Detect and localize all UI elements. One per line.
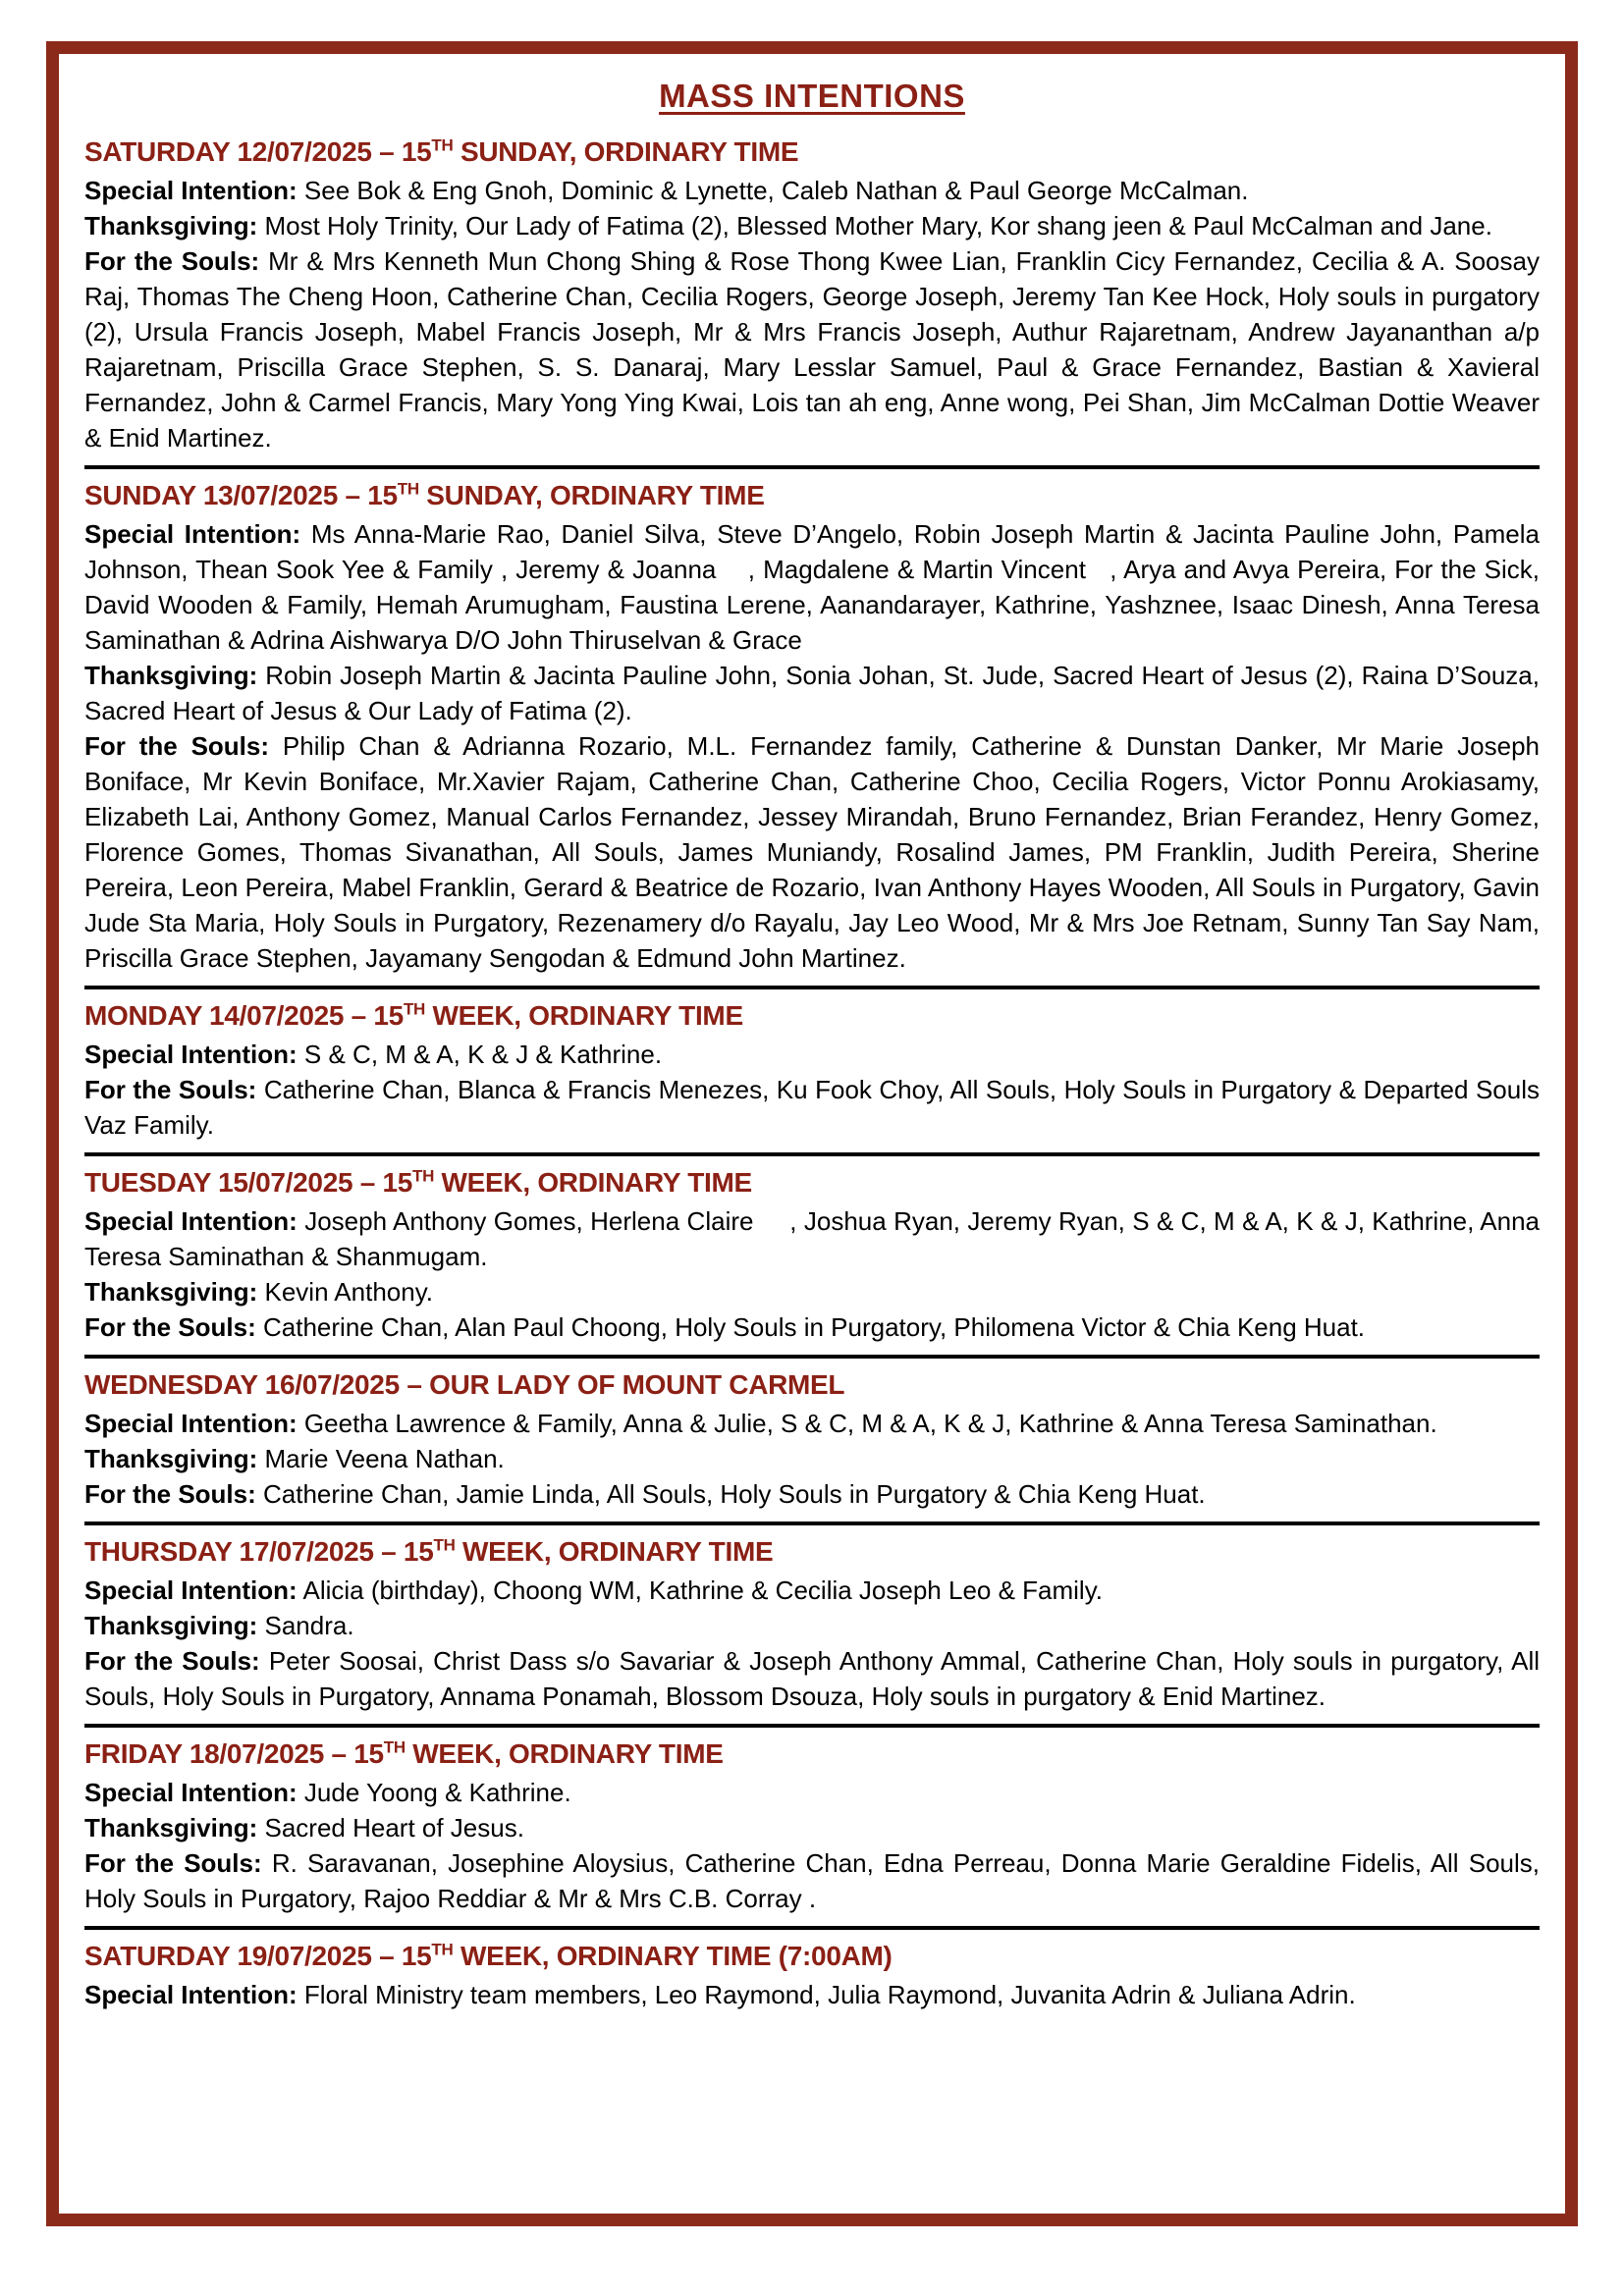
intention-label: Special Intention: <box>84 1980 298 2009</box>
page-title: MASS INTENTIONS <box>659 78 965 114</box>
intention-text: Catherine Chan, Blanca & Francis Menezes, Ku Fook Choy, All Souls, Holy Souls in Purgatory & Departed Souls Vaz Family. <box>84 1075 1540 1140</box>
intention-label: Thanksgiving: <box>84 661 258 690</box>
heading-text: FRIDAY 18/07/2025 – 15 <box>84 1738 384 1769</box>
intention-label: Thanksgiving: <box>84 1277 258 1307</box>
for-the-souls-paragraph <box>84 1845 1540 1916</box>
special-intention-paragraph <box>84 1037 1540 1072</box>
intention-label: For the Souls: <box>84 1075 257 1104</box>
heading-ordinal-suffix: TH <box>431 1940 454 1959</box>
intention-text: Most Holy Trinity, Our Lady of Fatima (2), Blessed Mother Mary, Kor shang jeen & Paul McCalman and Jane. <box>264 211 1492 240</box>
section-wednesday-16-07 <box>84 1355 1540 1512</box>
heading-text: WEEK, ORDINARY TIME <box>434 1167 752 1198</box>
section-friday-18-07 <box>84 1724 1540 1916</box>
intention-text: Geetha Lawrence & Family, Anna & Julie, S & C, M & A, K & J, Kathrine & Anna Teresa Saminathan. <box>303 1409 1437 1438</box>
for-the-souls-paragraph <box>84 728 1540 976</box>
section-heading <box>84 1738 1540 1770</box>
special-intention-paragraph <box>84 1406 1540 1441</box>
heading-text: SATURDAY 19/07/2025 – 15 <box>84 1941 432 1971</box>
intention-label: Thanksgiving: <box>84 1444 258 1473</box>
heading-text: WEEK, ORDINARY TIME (7:00AM) <box>453 1941 893 1971</box>
intention-text: Kevin Anthony. <box>264 1277 434 1307</box>
intention-label: Thanksgiving: <box>84 211 258 240</box>
intention-text: Mr & Mrs Kenneth Mun Chong Shing & Rose Thong Kwee Lian, Franklin Cicy Fernandez, Cecilia & A. Soosay Raj, Thomas The Cheng Hoon, Catherine Chan, Cecilia Rogers, George Joseph, Jeremy Tan Kee Hock, Holy souls in purgatory (2), Ursula Francis Joseph, Mabel Francis Joseph, Mr & Mrs Francis Joseph, Authur Rajaretnam, Andrew Jayananthan a/p Rajaretnam, Priscilla Grace Stephen, S. S. Danaraj, Mary Lesslar Samuel, Paul & Grace Fernandez, Bastian & Xavieral Fernandez, John & Carmel Francis, Mary Yong Ying Kwai, Lois tan ah eng, Anne wong, Pei Shan, Jim McCalman Dottie Weaver & Enid Martinez. <box>84 246 1540 453</box>
for-the-souls-paragraph <box>84 243 1540 455</box>
section-heading <box>84 1941 1540 1972</box>
thanksgiving-paragraph <box>84 1274 1540 1309</box>
special-intention-paragraph <box>84 1573 1540 1608</box>
heading-ordinal-suffix: TH <box>383 1737 406 1757</box>
intention-label: For the Souls: <box>84 1848 262 1878</box>
special-intention-paragraph <box>84 1203 1540 1274</box>
intention-label: Thanksgiving: <box>84 1611 258 1640</box>
intention-label: Special Intention: <box>84 1409 298 1438</box>
intention-label: Special Intention: <box>84 1575 298 1605</box>
heading-text: THURSDAY 17/07/2025 – 15 <box>84 1536 434 1567</box>
heading-text: TUESDAY 15/07/2025 – 15 <box>84 1167 413 1198</box>
heading-text: SUNDAY 13/07/2025 – 15 <box>84 480 398 510</box>
for-the-souls-paragraph <box>84 1309 1540 1345</box>
heading-text: SUNDAY, ORDINARY TIME <box>453 136 799 167</box>
section-heading <box>84 1167 1540 1199</box>
section-thursday-17-07 <box>84 1522 1540 1714</box>
section-saturday-19-07 <box>84 1926 1540 2012</box>
intention-label: For the Souls: <box>84 1312 256 1342</box>
intention-text: See Bok & Eng Gnoh, Dominic & Lynette, Caleb Nathan & Paul George McCalman. <box>303 176 1249 205</box>
heading-ordinal-suffix: TH <box>397 479 419 499</box>
special-intention-paragraph <box>84 516 1540 658</box>
section-heading <box>84 136 1540 168</box>
intention-label: Special Intention: <box>84 176 298 205</box>
intention-label: For the Souls: <box>84 1479 256 1509</box>
heading-text: WEEK, ORDINARY TIME <box>425 1000 743 1031</box>
intention-label: Special Intention: <box>84 519 301 549</box>
intention-label: Special Intention: <box>84 1778 298 1807</box>
section-sunday-13-07 <box>84 465 1540 976</box>
heading-ordinal-suffix: TH <box>433 1535 456 1555</box>
for-the-souls-paragraph <box>84 1072 1540 1143</box>
for-the-souls-paragraph <box>84 1643 1540 1714</box>
intention-text: Sandra. <box>264 1611 354 1640</box>
heading-ordinal-suffix: TH <box>412 1166 435 1186</box>
intention-label: For the Souls: <box>84 246 260 276</box>
intention-label: Special Intention: <box>84 1040 298 1069</box>
heading-text: WEEK, ORDINARY TIME <box>455 1536 774 1567</box>
intention-text: Alicia (birthday), Choong WM, Kathrine & Cecilia Joseph Leo & Family. <box>302 1575 1104 1605</box>
intention-text: Catherine Chan, Alan Paul Choong, Holy Souls in Purgatory, Philomena Victor & Chia Keng Huat. <box>263 1312 1366 1342</box>
thanksgiving-paragraph <box>84 1608 1540 1643</box>
page-border <box>46 41 1578 2226</box>
special-intention-paragraph <box>84 1775 1540 1810</box>
intention-label: For the Souls: <box>84 731 270 761</box>
section-tuesday-15-07 <box>84 1152 1540 1345</box>
heading-text: SUNDAY, ORDINARY TIME <box>418 480 765 510</box>
heading-text: WEDNESDAY 16/07/2025 – OUR LADY OF MOUNT CARMEL <box>84 1369 845 1400</box>
intention-text: Sacred Heart of Jesus. <box>264 1813 524 1842</box>
thanksgiving-paragraph <box>84 1441 1540 1476</box>
intention-text: Ms Anna-Marie Rao, Daniel Silva, Steve D’Angelo, Robin Joseph Martin & Jacinta Pauline John, Pamela Johnson, Thean Sook Yee & Family , Jeremy & Joanna , Magdalene & Martin Vincent , Arya and Avya Pereira, For the Sick, David Wooden & Family, Hemah Arumugham, Faustina Lerene, Aanandarayer, Kathrine, Yashznee, Isaac Dinesh, Anna Teresa Saminathan & Adrina Aishwarya D/O John Thiruselvan & Grace <box>84 519 1540 655</box>
intention-text: Floral Ministry team members, Leo Raymond, Julia Raymond, Juvanita Adrin & Juliana Adrin. <box>303 1980 1356 2009</box>
heading-ordinal-suffix: TH <box>431 135 454 155</box>
heading-ordinal-suffix: TH <box>403 999 426 1019</box>
special-intention-paragraph <box>84 173 1540 208</box>
intention-label: For the Souls: <box>84 1646 260 1676</box>
intention-text: S & C, M & A, K & J & Kathrine. <box>303 1040 663 1069</box>
intention-text: Robin Joseph Martin & Jacinta Pauline John, Sonia Johan, St. Jude, Sacred Heart of Jesus (2), Raina D’Souza, Sacred Heart of Jesus & Our Lady of Fatima (2). <box>84 661 1540 725</box>
heading-text: MONDAY 14/07/2025 – 15 <box>84 1000 404 1031</box>
section-heading <box>84 480 1540 511</box>
intention-text: Philip Chan & Adrianna Rozario, M.L. Fernandez family, Catherine & Dunstan Danker, Mr Marie Joseph Boniface, Mr Kevin Boniface, Mr.Xavier Rajam, Catherine Chan, Catherine Choo, Cecilia Rogers, Victor Ponnu Arokiasamy, Elizabeth Lai, Anthony Gomez, Manual Carlos Fernandez, Jessey Mirandah, Bruno Fernandez, Brian Ferandez, Henry Gomez, Florence Gomes, Thomas Sivanathan, All Souls, James Muniandy, Rosalind James, PM Franklin, Judith Pereira, Sherine Pereira, Leon Pereira, Mabel Franklin, Gerard & Beatrice de Rozario, Ivan Anthony Hayes Wooden, All Souls in Purgatory, Gavin Jude Sta Maria, Holy Souls in Purgatory, Rezenamery d/o Rayalu, Jay Leo Wood, Mr & Mrs Joe Retnam, Sunny Tan Say Nam, Priscilla Grace Stephen, Jayamany Sengodan & Edmund John Martinez. <box>84 731 1541 973</box>
heading-text: WEEK, ORDINARY TIME <box>405 1738 724 1769</box>
section-saturday-12-07 <box>84 136 1540 455</box>
section-heading <box>84 1369 1540 1401</box>
heading-text: SATURDAY 12/07/2025 – 15 <box>84 136 432 167</box>
thanksgiving-paragraph <box>84 658 1540 728</box>
intention-text: Jude Yoong & Kathrine. <box>303 1778 571 1807</box>
thanksgiving-paragraph <box>84 1810 1540 1845</box>
intention-text: Catherine Chan, Jamie Linda, All Souls, Holy Souls in Purgatory & Chia Keng Huat. <box>263 1479 1206 1509</box>
for-the-souls-paragraph <box>84 1476 1540 1512</box>
thanksgiving-paragraph <box>84 208 1540 243</box>
section-monday-14-07 <box>84 986 1540 1143</box>
intention-label: Thanksgiving: <box>84 1813 258 1842</box>
intention-text: Marie Veena Nathan. <box>264 1444 505 1473</box>
intention-text: Joseph Anthony Gomes, Herlena Claire , Joshua Ryan, Jeremy Ryan, S & C, M & A, K & J, Kathrine, Anna Teresa Saminathan & Shanmugam. <box>84 1206 1540 1271</box>
intention-label: Special Intention: <box>84 1206 298 1236</box>
intention-text: Peter Soosai, Christ Dass s/o Savariar & Joseph Anthony Ammal, Catherine Chan, Holy souls in purgatory, All Souls, Holy Souls in Purgatory, Annama Ponamah, Blossom Dsouza, Holy souls in purgatory & Enid Martinez. <box>84 1646 1540 1711</box>
section-heading <box>84 1000 1540 1032</box>
special-intention-paragraph <box>84 1977 1540 2012</box>
section-heading <box>84 1536 1540 1568</box>
intention-text: R. Saravanan, Josephine Aloysius, Catherine Chan, Edna Perreau, Donna Marie Geraldine Fidelis, All Souls, Holy Souls in Purgatory, Rajoo Reddiar & Mr & Mrs C.B. Corray . <box>84 1848 1541 1913</box>
